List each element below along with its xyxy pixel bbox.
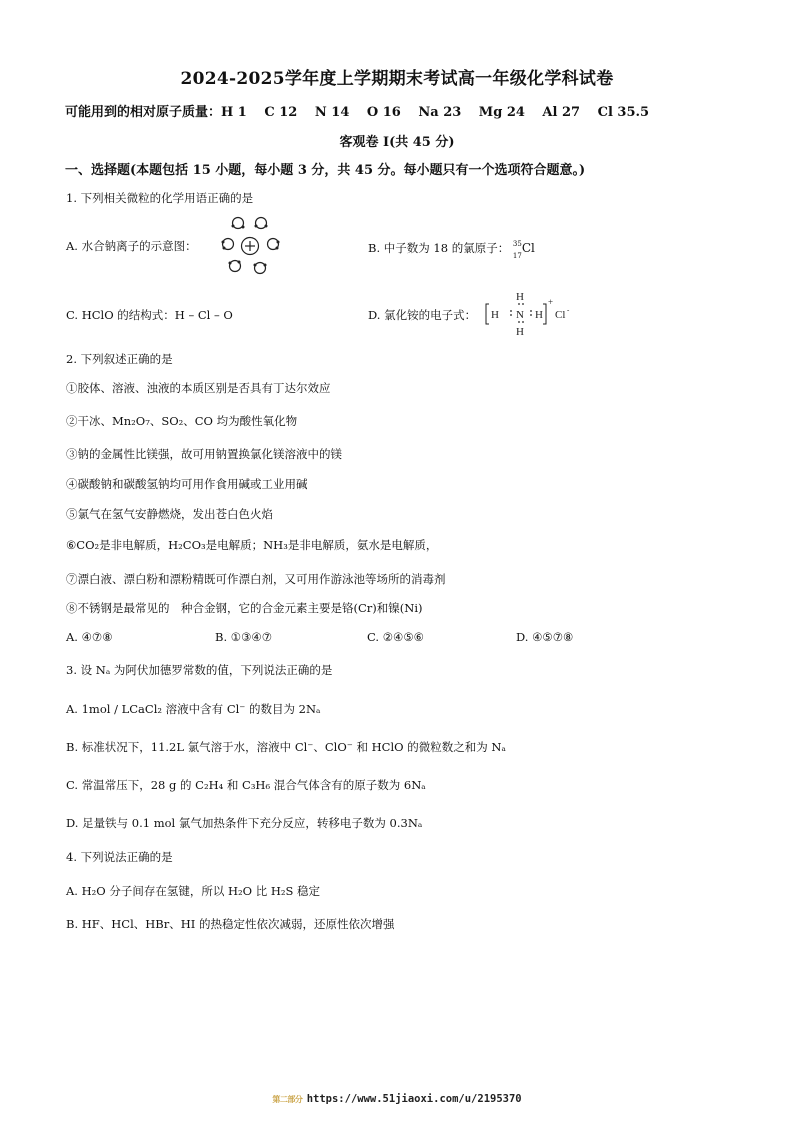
q3-option-b: B. 标准状况下，11.2L 氯气溶于水，溶液中 Cl⁻、ClO⁻ 和 HClO 的微粒数之和为 Nₐ: [66, 740, 506, 754]
svg-text:H: H: [516, 291, 524, 303]
q1-option-d: [368, 307, 476, 323]
q2-option-a: A. ④⑦⑧: [66, 630, 113, 644]
svg-text:+: +: [548, 297, 554, 307]
svg-text:H: H: [491, 309, 499, 321]
q2-option-d: D. ④⑤⑦⑧: [516, 630, 574, 644]
hydrated-sodium-diagram: [214, 213, 286, 279]
svg-text:H: H: [535, 309, 543, 321]
question-4-stem: 4. 下列说法正确的是: [66, 850, 173, 864]
q2-statement-3: ③钠的金属性比镁强，故可用钠置换氯化镁溶液中的镁: [66, 447, 342, 461]
q1-option-d-text: D. 氯化铵的电子式：: [368, 308, 477, 322]
q3-option-a: A. 1mol / LCaCl₂ 溶液中含有 Cl⁻ 的数目为 2Nₐ: [66, 702, 321, 716]
q2-statement-1: ①胶体、溶液、浊液的本质区别是否具有丁达尔效应: [66, 381, 331, 395]
svg-text:H: H: [516, 326, 524, 338]
question-1-stem: 1. 下列相关微粒的化学用语正确的是: [66, 191, 254, 205]
q4-option-a: A. H₂O 分子间存在氢键，所以 H₂O 比 H₂S 稳定: [66, 884, 321, 898]
part-heading: 一、选择题(本题包括 15 小题，每小题 3 分，共 45 分。每小题只有一个选项符合题意。): [65, 163, 586, 178]
q3-option-d: D. 足量铁与 0.1 mol 氯气加热条件下充分反应，转移电子数为 0.3Nₐ: [66, 816, 423, 830]
q2-statement-2: ②干冰、Mn₂O₇、SO₂、CO 均为酸性氧化物: [66, 414, 298, 428]
exam-title: 2024-2025学年度上学期期末考试高一年级化学科试卷: [180, 69, 614, 89]
q3-option-c: C. 常温常压下，28 g 的 C₂H₄ 和 C₃H₆ 混合气体含有的原子数为 6Nₐ: [66, 778, 426, 792]
cl-atomic-number: 17: [512, 252, 522, 260]
q2-option-b: B. ①③④⑦: [215, 630, 273, 644]
q1-option-a: [66, 238, 197, 254]
footer-url[interactable]: https://www.51jiaoxi.com/u/2195370: [306, 1093, 522, 1105]
q1-option-b: [368, 240, 535, 260]
section-heading: 客观卷 I(共 45 分): [339, 135, 455, 150]
q2-statement-7: ⑦漂白液、漂白粉和漂粉精既可作漂白剂，又可用作游泳池等场所的消毒剂: [66, 572, 446, 586]
q2-statement-6: ⑥CO₂是非电解质，H₂CO₃是电解质；NH₃是非电解质，氨水是电解质，: [66, 538, 438, 552]
q1-option-a-text: A. 水合钠离子的示意图：: [66, 239, 197, 253]
q4-option-b: B. HF、HCl、HBr、HI 的热稳定性依次减弱，还原性依次增强: [66, 917, 395, 931]
cl-symbol: Cl: [521, 241, 535, 255]
q1-option-b-text: B. 中子数为 18 的氯原子：: [368, 241, 510, 255]
ammonium-chloride-electron-formula: [483, 290, 583, 338]
q1-option-c: C. HClO 的结构式：H – Cl – O: [66, 308, 233, 322]
page-footer: [0, 1093, 794, 1105]
q2-statement-8: ⑧不锈钢是最常见的 种合金钢，它的合金元素主要是铬(Cr)和镍(Ni): [66, 601, 423, 615]
footer-watermark: 第二部分: [272, 1095, 307, 1104]
svg-text:Cl: Cl: [555, 309, 566, 321]
q2-statement-4: ④碳酸钠和碳酸氢钠均可用作食用碱或工业用碱: [66, 477, 308, 491]
atomic-masses: 可能用到的相对原子质量：H 1 C 12 N 14 O 16 Na 23 Mg 24 Al 27 Cl 35.5: [65, 105, 650, 120]
question-2-stem: 2. 下列叙述正确的是: [66, 352, 173, 366]
q2-statement-5: ⑤氯气在氢气安静燃烧，发出苍白色火焰: [66, 507, 273, 521]
question-3-stem: 3. 设 Nₐ 为阿伏加德罗常数的值，下列说法正确的是: [66, 663, 333, 677]
q2-option-c: C. ②④⑤⑥: [367, 630, 424, 644]
svg-text:N: N: [516, 309, 524, 321]
svg-text:-: -: [567, 306, 570, 314]
cl-mass-number: 35: [512, 240, 522, 248]
